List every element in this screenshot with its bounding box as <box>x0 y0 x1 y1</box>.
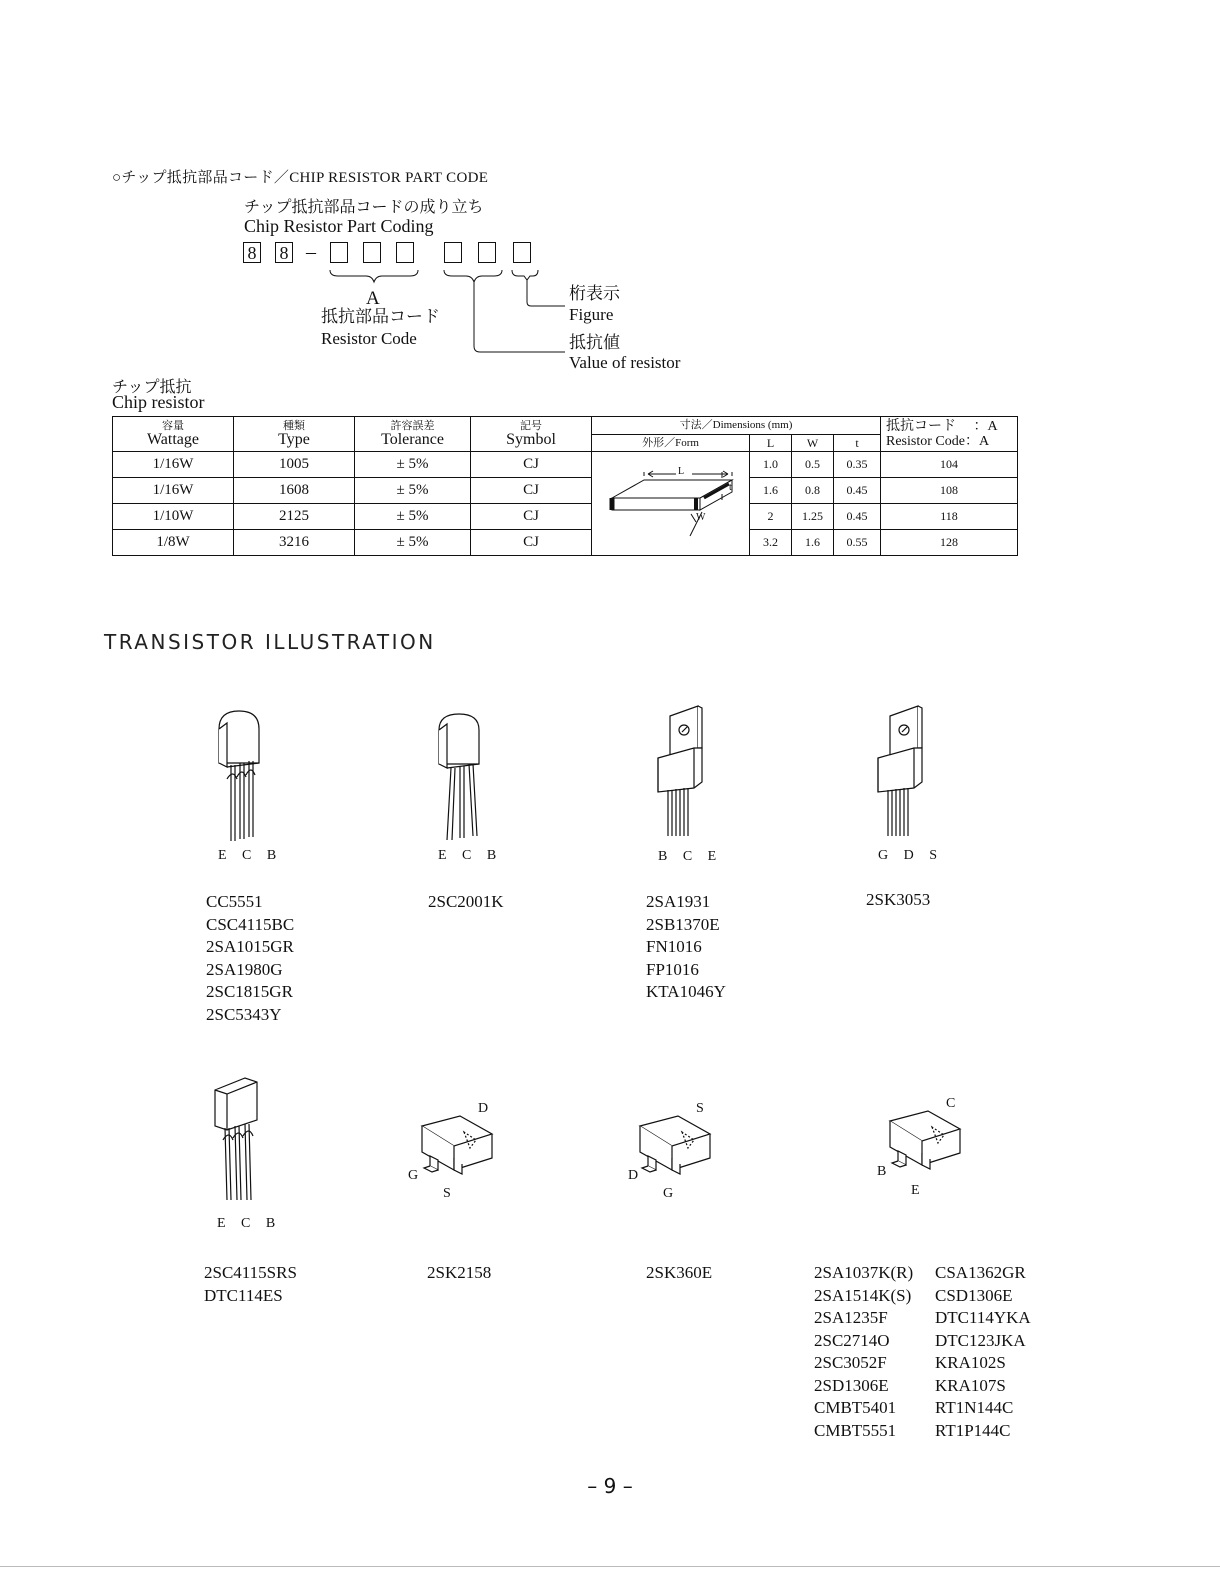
cell-code: 118 <box>881 504 1018 530</box>
chip-resistor-drawing <box>592 454 748 554</box>
part-number: 2SC2714O <box>814 1330 890 1350</box>
cell-code: 108 <box>881 478 1018 504</box>
cell-L: 1.0 <box>750 452 792 478</box>
cell-code: 104 <box>881 452 1018 478</box>
code-digit-box: 8 <box>243 242 261 263</box>
part-number: KTA1046Y <box>646 982 726 1001</box>
pin-label-left: G <box>408 1168 419 1183</box>
code-empty-box <box>478 242 496 263</box>
part-number: RT1N144C <box>935 1398 1014 1417</box>
header-symbol: 記号 Symbol <box>471 417 592 452</box>
pin-label-left: B <box>877 1164 887 1179</box>
value-label-jp: 抵抗値 <box>569 333 620 352</box>
cell-tolerance: ± 5% <box>355 530 471 556</box>
chip-resistor-table <box>112 416 1018 556</box>
coding-title-jp: チップ抵抗部品コードの成り立ち <box>244 199 484 216</box>
cell-tolerance: ± 5% <box>355 452 471 478</box>
pin-label-top: D <box>478 1101 489 1116</box>
part-number: CC5551 <box>206 892 263 911</box>
chip-resistor-label-en: Chip resistor <box>112 392 205 412</box>
code-empty-box <box>396 242 414 263</box>
to92-transistor-drawing <box>425 708 495 843</box>
page-number: – 9 – <box>587 1474 633 1498</box>
part-list <box>428 891 504 914</box>
code-empty-box <box>330 242 348 263</box>
part-list <box>427 1262 491 1285</box>
cell-type: 2125 <box>234 504 355 530</box>
to220-transistor-drawing <box>648 700 718 845</box>
pin-labels: B C E <box>658 849 723 864</box>
cell-wattage: 1/16W <box>113 452 234 478</box>
coding-title-en: Chip Resistor Part Coding <box>244 216 434 236</box>
resistor-code-label-jp: 抵抗部品コード <box>321 307 440 326</box>
page-bottom-divider <box>0 1566 1220 1567</box>
cell-t: 0.45 <box>834 478 881 504</box>
cell-t: 0.45 <box>834 504 881 530</box>
part-list <box>935 1262 1031 1442</box>
cell-wattage: 1/16W <box>113 478 234 504</box>
chip-form-illustration-cell <box>592 452 750 556</box>
cell-W: 0.8 <box>792 478 834 504</box>
header-resistor-code: 抵抗コード ：A Resistor Code：A <box>881 417 1018 452</box>
part-list <box>814 1262 913 1442</box>
header-W: W <box>792 435 834 452</box>
code-empty-box <box>444 242 462 263</box>
part-list <box>646 891 726 1004</box>
cell-wattage: 1/10W <box>113 504 234 530</box>
part-number: FN1016 <box>646 937 702 956</box>
part-number: 2SA1931 <box>646 892 711 911</box>
cell-W: 1.6 <box>792 530 834 556</box>
pin-labels: G D S <box>878 848 944 863</box>
table-row <box>113 530 1018 556</box>
cell-t: 0.55 <box>834 530 881 556</box>
table-row <box>113 478 1018 504</box>
cell-type: 3216 <box>234 530 355 556</box>
part-number: 2SC1815GR <box>206 982 293 1001</box>
cell-W: 0.5 <box>792 452 834 478</box>
header-wattage: 容量 Wattage <box>113 417 234 452</box>
cell-t: 0.35 <box>834 452 881 478</box>
part-number: KRA107S <box>935 1375 1006 1395</box>
sot23-transistor-drawing <box>418 1112 498 1177</box>
part-list <box>646 1262 712 1285</box>
cell-symbol: CJ <box>471 478 592 504</box>
part-number: 2SC3052F <box>814 1353 887 1372</box>
pin-labels: E C B <box>218 848 283 863</box>
cell-L: 3.2 <box>750 530 792 556</box>
part-number: RT1P144C <box>935 1420 1011 1440</box>
part-number: KRA102S <box>935 1353 1006 1372</box>
part-number: 2SD1306E <box>814 1375 889 1395</box>
part-number: 2SA1037K(R) <box>814 1263 914 1282</box>
figure-label-en: Figure <box>569 305 614 324</box>
part-number: 2SC5343Y <box>206 1004 282 1024</box>
part-number: 2SC4115SRS <box>204 1263 297 1282</box>
pin-labels: E C B <box>217 1216 282 1231</box>
part-number: FP1016 <box>646 959 699 979</box>
part-number: 2SA1015GR <box>206 937 294 956</box>
cell-type: 1608 <box>234 478 355 504</box>
part-number: 2SK360E <box>646 1263 713 1282</box>
header-tolerance: 許容誤差 Tolerance <box>355 417 471 452</box>
transistor-section-title: TRANSISTOR ILLUSTRATION <box>104 630 436 654</box>
part-number: CSD1306E <box>935 1285 1013 1305</box>
header-dimensions: 寸法／Dimensions (mm) <box>592 417 881 435</box>
part-number: 2SK3053 <box>866 890 931 909</box>
table-row <box>113 504 1018 530</box>
part-number: CMBT5401 <box>814 1398 897 1417</box>
pin-labels: E C B <box>438 848 503 863</box>
part-list <box>204 1262 297 1307</box>
header-type: 種類 Type <box>234 417 355 452</box>
code-digit-box: 8 <box>275 242 293 263</box>
cell-W: 1.25 <box>792 504 834 530</box>
pin-label-bottom: E <box>911 1183 920 1198</box>
cell-symbol: CJ <box>471 504 592 530</box>
figure-label-jp: 桁表示 <box>569 284 620 303</box>
form-label-W: W <box>696 512 706 523</box>
code-empty-box <box>513 242 531 263</box>
part-number: CSC4115BC <box>206 914 295 934</box>
part-number: CSA1362GR <box>935 1263 1026 1282</box>
part-number: 2SA1235F <box>814 1308 888 1327</box>
pin-label-left: D <box>628 1168 639 1183</box>
cell-L: 1.6 <box>750 478 792 504</box>
form-label-t: t <box>729 482 732 493</box>
code-dash: – <box>306 241 316 263</box>
cell-wattage: 1/8W <box>113 530 234 556</box>
to92-flat-transistor-drawing <box>205 1072 275 1207</box>
pin-label-top: S <box>696 1101 704 1116</box>
chip-resistor-label-jp: チップ抵抗 <box>112 379 192 396</box>
to92-transistor-drawing <box>205 705 275 845</box>
cell-symbol: CJ <box>471 452 592 478</box>
cell-tolerance: ± 5% <box>355 504 471 530</box>
part-number: DTC123JKA <box>935 1330 1026 1350</box>
part-number: 2SC2001K <box>428 892 504 911</box>
part-number: 2SK2158 <box>427 1263 492 1282</box>
header-L: L <box>750 435 792 452</box>
cell-symbol: CJ <box>471 530 592 556</box>
part-number: CMBT5551 <box>814 1420 897 1440</box>
pin-label-bottom: S <box>443 1186 451 1201</box>
header-t: t <box>834 435 881 452</box>
part-number: 2SA1980G <box>206 959 283 979</box>
part-number: DTC114ES <box>204 1285 283 1305</box>
sot23-transistor-drawing <box>886 1107 966 1172</box>
header-form: 外形／Form <box>592 435 750 452</box>
resistor-code-label-en: Resistor Code <box>321 329 417 348</box>
cell-code: 128 <box>881 530 1018 556</box>
part-list <box>206 891 294 1026</box>
table-row <box>113 452 1018 478</box>
cell-L: 2 <box>750 504 792 530</box>
section-title-chip-code: ○チップ抵抗部品コード／CHIP RESISTOR PART CODE <box>112 170 489 186</box>
part-number: 2SB1370E <box>646 914 720 934</box>
part-number: 2SA1514K(S) <box>814 1285 912 1305</box>
code-empty-box <box>363 242 381 263</box>
to220-fet-drawing <box>868 700 938 845</box>
part-number: DTC114YKA <box>935 1308 1031 1327</box>
cell-tolerance: ± 5% <box>355 478 471 504</box>
sot23-transistor-drawing <box>636 1112 716 1177</box>
pin-label-bottom: G <box>663 1186 674 1201</box>
pin-label-top: C <box>946 1096 956 1111</box>
part-list <box>866 889 930 912</box>
form-label-L: L <box>678 466 685 477</box>
group-a-letter: A <box>366 288 380 309</box>
cell-type: 1005 <box>234 452 355 478</box>
value-label-en: Value of resistor <box>569 353 681 372</box>
